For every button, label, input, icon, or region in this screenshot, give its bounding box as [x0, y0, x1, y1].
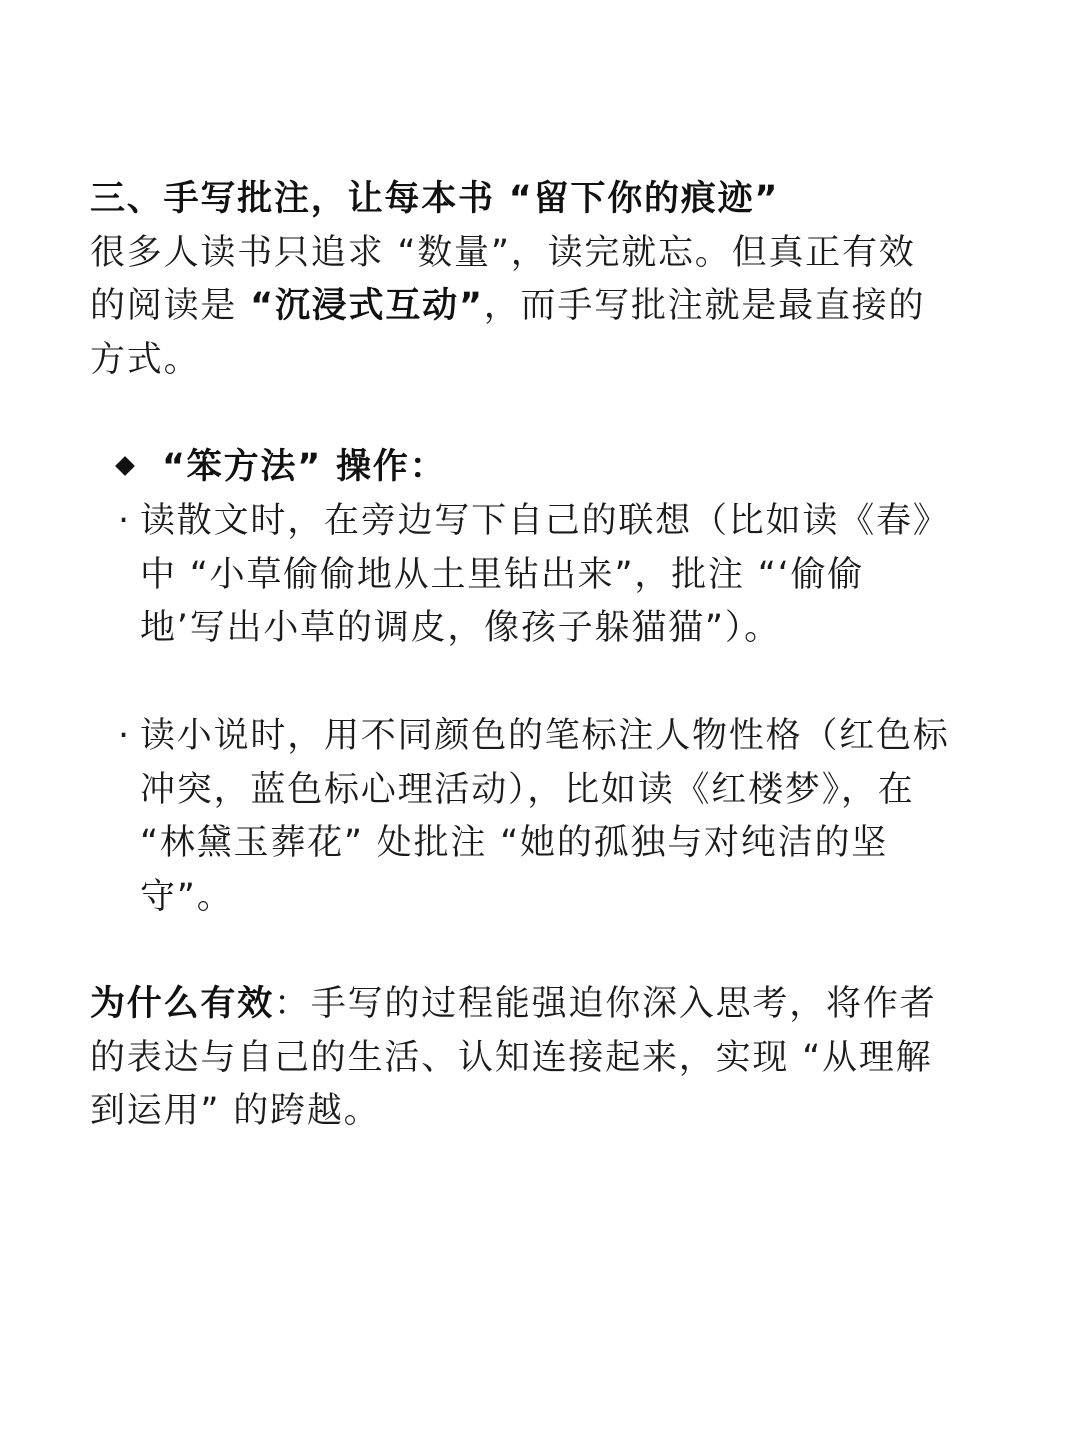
- text: 读散文时，在旁边写下自己的联想（比如读《春》: [140, 501, 950, 541]
- diamond-bullet-icon: [115, 456, 135, 476]
- bullet-line: [90, 710, 950, 764]
- why-block: [90, 978, 936, 1139]
- bullet-line: 冲突，蓝色标心理活动），比如读《红楼梦》，在: [140, 769, 915, 810]
- emphasis-text: “沉浸式互动”: [250, 286, 484, 326]
- intro-line: [90, 334, 925, 388]
- intro-line: [90, 280, 925, 334]
- why-line: 的表达与自己的生活、认知连接起来，实现 “从理解: [90, 1037, 933, 1078]
- bullet-line: “林黛玉葬花” 处批注 “她的孤独与对纯洁的坚: [140, 823, 889, 863]
- method-heading: [90, 441, 446, 495]
- section-title: 三、手写批注，让每本书 “留下你的痕迹”: [90, 179, 780, 219]
- why-label: 为什么有效: [90, 984, 275, 1024]
- bullet-dot: ·: [118, 716, 131, 756]
- heading-text: “笨方法” 操作：: [162, 447, 447, 487]
- method-block: [90, 441, 446, 495]
- section-block: [90, 173, 925, 387]
- bullet-item: [90, 495, 950, 656]
- why-line: [90, 978, 936, 1032]
- text: 的阅读是: [90, 286, 251, 326]
- text: 读小说时，用不同颜色的笔标注人物性格（红色标: [140, 716, 950, 756]
- text: ：手写的过程能强迫你深入思考，将作者: [274, 984, 937, 1024]
- bullet-line: 地’写出小草的调皮，像孩子躲猫猫”）。: [140, 608, 781, 648]
- intro-line: [90, 227, 925, 281]
- text: 很多人读书只追求 “数量”，读完就忘。但真正有效: [90, 232, 916, 273]
- bullet-dot: ·: [118, 501, 131, 541]
- bullet-line: [90, 495, 950, 549]
- text: 方式。: [90, 339, 201, 380]
- text: ，而手写批注就是最直接的: [483, 286, 926, 326]
- why-line: 到运用” 的跨越。: [90, 1091, 381, 1131]
- bullet-item: [90, 710, 950, 924]
- bullet-line: 中 “小草偷偷地从土里钻出来”，批注 “‘偷偷: [140, 554, 865, 595]
- bullet-line: 守”。: [140, 876, 234, 917]
